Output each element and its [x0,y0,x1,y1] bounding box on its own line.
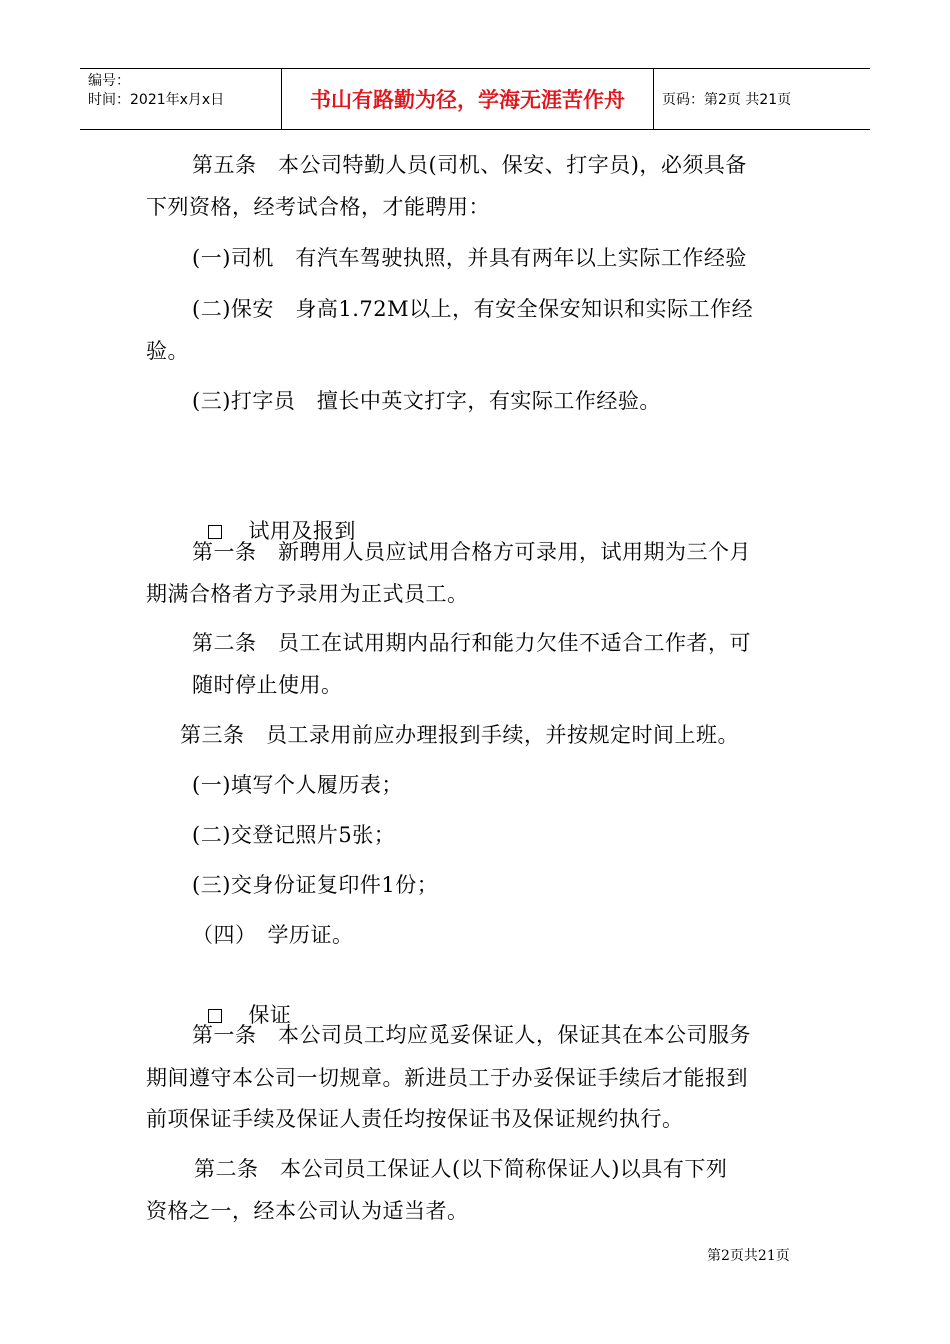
text-line: (三)交身份证复印件1份； [192,873,439,897]
text-line: 第一条 新聘用人员应试用合格方可录用，试用期为三个月 [192,540,751,564]
text-line: 资格之一，经本公司认为适当者。 [146,1199,469,1223]
text-line: 下列资格，经考试合格，才能聘用： [146,195,490,219]
section-heading: 保证 [194,970,291,1030]
text-line: 期满合格者方予录用为正式员工。 [146,582,469,606]
text-line: 第二条 本公司员工保证人(以下简称保证人)以具有下列 [194,1157,728,1181]
text-line: （四） 学历证。 [192,923,354,947]
section-heading: 试用及报到 [194,486,356,546]
text-line: 第一条 本公司员工均应觅妥保证人，保证其在本公司服务 [192,1023,751,1047]
text-line: 第五条 本公司特勤人员(司机、保安、打字员)，必须具备 [192,153,747,177]
text-line: (一)填写个人履历表； [192,773,403,797]
page-header [80,68,870,130]
text-line: 前项保证手续及保证人责任均按保证书及保证规约执行。 [146,1107,684,1131]
text-line: (二)交登记照片5张； [192,823,396,847]
text-line: (二)保安 身高1.72M以上，有安全保安知识和实际工作经 [192,297,754,321]
text-line: 验。 [146,339,189,363]
page-footer: 第2页共21页 [707,1248,790,1264]
text-line: (三)打字员 擅长中英文打字，有实际工作经验。 [192,389,661,413]
text-line: 随时停止使用。 [192,673,343,697]
header-page-info: 页码：第2页 共21页 [662,92,792,108]
text-line: (一)司机 有汽车驾驶执照，并具有两年以上实际工作经验 [192,246,747,270]
header-number: 编号： [88,73,130,89]
text-line: 期间遵守本公司一切规章。新进员工于办妥保证手续后才能报到 [146,1066,748,1090]
text-line: 第二条 员工在试用期内品行和能力欠佳不适合工作者，可 [192,631,751,655]
header-time: 时间：2021年x月x日 [88,92,225,108]
header-motto: 书山有路勤为径，学海无涯苦作舟 [282,69,654,129]
text-line: 第三条 员工录用前应办理报到手续，并按规定时间上班。 [180,723,739,747]
header-meta [80,69,282,129]
